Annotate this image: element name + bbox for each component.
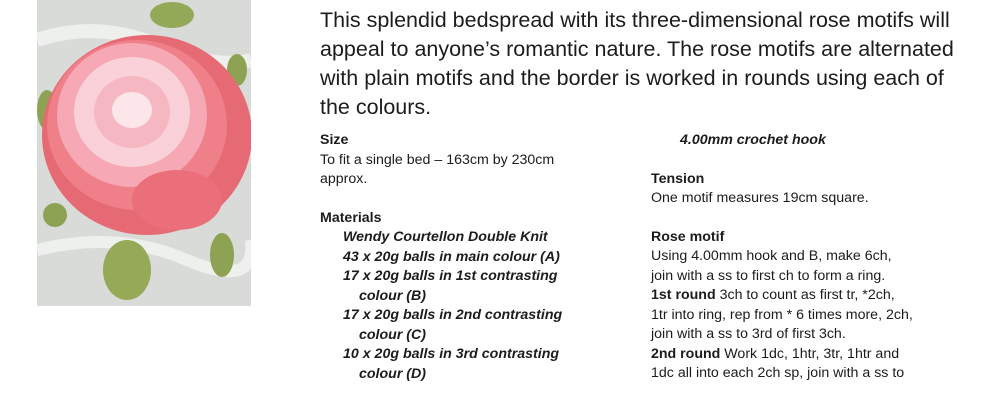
instruction-line: Using 4.00mm hook and B, make 6ch, [651,248,892,264]
instruction-line: 1tr into ring, rep from * 6 times more, 2ch, [651,306,913,323]
intro-paragraph: This splendid bedspread with its three-dimensional rose motifs will appeal to anyone’s romantic nature. The rose motifs are alternated with plain motifs and the border is worked in rounds using each of the colours. [320,8,954,119]
right-column [651,131,991,384]
round-1-label: 1st round [651,287,716,303]
rose-motif-photo [37,0,251,306]
tension-heading: Tension [651,170,705,187]
round-1-line: 1st round 3ch to count as first tr, *2ch, [651,287,895,303]
materials-item: 10 x 20g balls in 3rd contrasting [343,346,560,362]
yarn-name: Wendy Courtellon Double Knit [343,229,548,245]
tension-text: One motif measures 19cm square. [651,190,869,206]
round-2-label: 2nd round [651,345,721,362]
size-heading: Size [320,132,349,148]
instruction-line: join with a ss to 3rd of first 3ch. [651,326,846,342]
left-column [320,131,620,384]
materials-item-cont: colour (C) [359,326,426,343]
materials-item: 17 x 20g balls in 1st contrasting [343,268,558,284]
materials-item-cont: colour (B) [359,287,426,304]
materials-item-cont: colour (D) [359,365,426,382]
materials-item: 17 x 20g balls in 2nd contrasting [343,307,563,323]
size-line: To fit a single bed – 163cm by 230cm [320,151,555,168]
instruction-line: join with a ss to first ch to form a ring. [651,267,886,284]
size-line: approx. [320,171,368,187]
crochet-hook: 4.00mm crochet hook [680,132,826,148]
materials-heading: Materials [320,209,382,226]
instruction-line: 1dc all into each 2ch sp, join with a ss to [651,365,905,381]
materials-item: 43 x 20g balls in main colour (A) [343,248,560,265]
rose-motif-heading: Rose motif [651,228,725,245]
round-2-line: 2nd round Work 1dc, 1htr, 3tr, 1htr and [651,345,900,362]
